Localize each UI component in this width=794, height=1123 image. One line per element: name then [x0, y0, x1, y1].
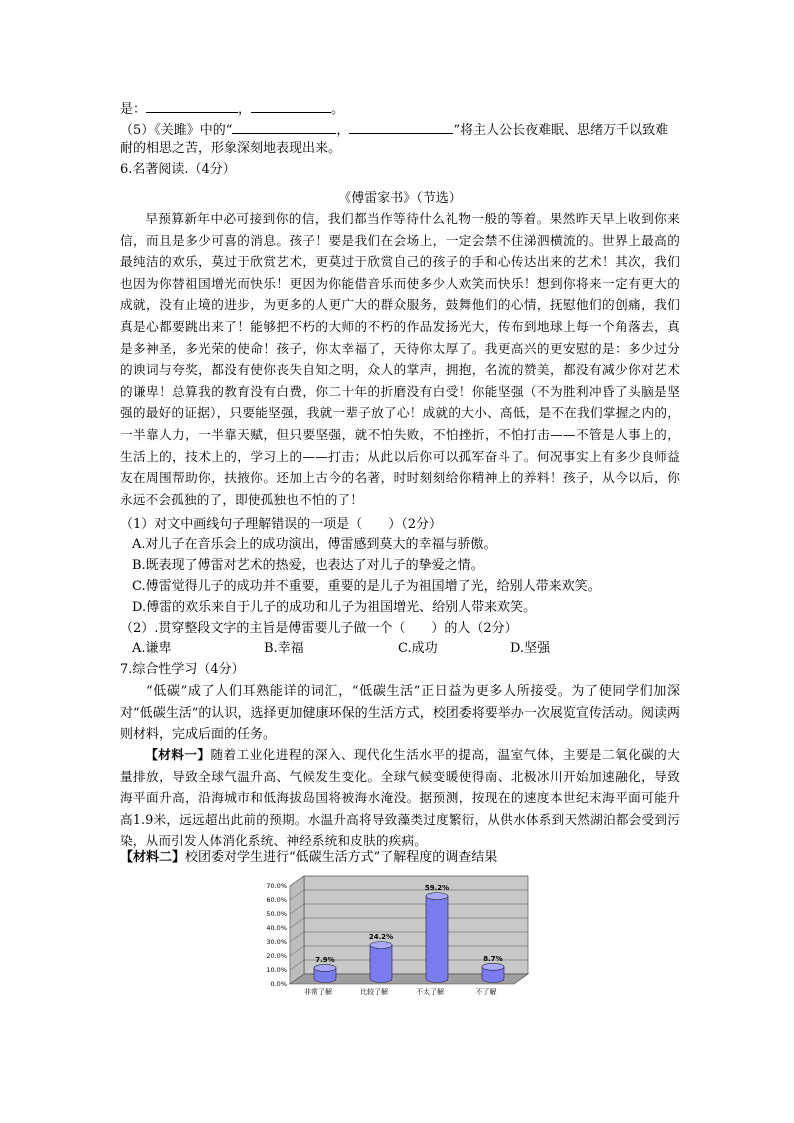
y-tick-label: 20.0% [266, 952, 287, 960]
q5-line-2: 耐的相思之苦，形象深刻地表现出来。 [120, 141, 342, 156]
bar-3 [426, 896, 448, 982]
data-label: 7.9% [315, 955, 335, 964]
option-b[interactable]: B.幸福 [264, 641, 304, 656]
answer-blank[interactable] [251, 98, 331, 113]
answer-blank[interactable] [232, 119, 336, 134]
question-5 [120, 119, 680, 141]
material-1-label: 【材料一】 [145, 747, 211, 762]
x-category-label: 比较了解 [360, 988, 388, 996]
x-category-label: 不了解 [475, 988, 497, 996]
passage-text: 早预算新年中必可接到你的信，我们都当作等待什么礼物一般的等着。果然昨天早上收到你来信，而且是多少可喜的消息。孩子！要是我们在会场上，一定会禁不住涕泗横流的。世界上最高的最纯洁的欢乐，莫过于欣赏艺术，更莫过于欣赏自己的孩子的手和心传达出来的艺术！其次，我们也因为你替祖国增光而快乐！更因为你能借音乐而使多少人欢笑而快乐！想到你将来一定有更大的成就，没有止境的进步，为更多的人更广大的群众服务，鼓舞他们的心情，抚慰他们的创痛，我们真是心都要跳出来了！能够把不朽的大师的不朽的作品发扬光大，传布到地球上每一个角落去，真是多神圣，多光荣的使命！孩子，你太幸福了，天待你太厚了。我更高兴的更安慰的是：多少过分的谀词与夸奖，都没有使你丧失自知之明，众人的掌声，拥抱，名流的赞美，都没有减少你对艺术的谦卑！总算我的教育没有白费，你二十年的折磨没有白受！你能坚强（不为胜利冲昏了头脑是坚强的最好的证据），只要能坚强，我就一辈子放了心！成就的大小、高低，是不在我们掌握之内的，一半靠人力，一半靠天赋，但只要坚强，就不怕失败，不怕挫折，不怕打击——不管是人事上的，生活上的，技术上的，学习上的——打击；从此以后你可以孤军奋斗了。何况事实上有多少良师益友在周围帮助你，扶掖你。还加上古今的名著，时时刻刻给你精神上的养料！孩子，从今以后，你永远不会孤独的了，即使孤独也不怕的了！ [120, 211, 680, 507]
y-tick-label: 10.0% [266, 966, 287, 974]
y-tick-label: 50.0% [266, 910, 287, 918]
data-label: 59.2% [424, 884, 450, 893]
material-2-text: 校团委对学生进行“低碳生活方式”了解程度的调查结果 [185, 850, 498, 865]
option-c[interactable]: C.傅雷觉得儿子的成功并不重要，重要的是儿子为祖国增了光，给别人带来欢笑。 [132, 579, 601, 594]
material-1-text: 随着工业化进程的深入、现代化生活水平的提高，温室气体，主要是二氧化碳的大量排放，导致全球气温升高、气候发生变化。全球气候变暖使得南、北极冰川开始加速融化，导致海平面升高，沿海城市和低海拔岛国将被海水淹没。据预测，按现在的速度本世纪末海平面可能升高1.9米，远远超出此前的预期。水温升高将导致藻类过度繁衍，从供水体系到天然湖泊都会受到污染，从而引发人体消化系统、神经系统和皮肤的疾病。 [120, 747, 680, 849]
q6-sub1: （1）对文中画线句子理解错误的一项是（ ）（2分） [120, 517, 443, 532]
y-tick-label: 70.0% [266, 882, 287, 890]
q5-suffix: ”将主人公长夜难眠、思绪万千以致难 [453, 123, 669, 138]
q7-heading: 7.综合性学习（4分） [120, 662, 245, 677]
period: 。 [331, 102, 345, 117]
x-category-label: 不太了解 [416, 988, 444, 996]
chart-side-wall [290, 876, 304, 984]
bar-top-1 [314, 964, 336, 971]
fill-in-line-top [120, 98, 680, 120]
option-b[interactable]: B.既表现了傅雷对艺术的热爱，也表达了对儿子的挚爱之情。 [132, 558, 484, 573]
y-tick-label: 40.0% [266, 924, 287, 932]
answer-blank[interactable] [146, 98, 238, 113]
separator: ， [238, 102, 252, 117]
answer-blank[interactable] [349, 119, 453, 134]
x-category-label: 非常了解 [304, 988, 332, 996]
survey-bar-chart [250, 870, 540, 1010]
option-d[interactable]: D.傅雷的欢乐来自于儿子的成功和儿子为祖国增光、给别人带来欢笑。 [132, 600, 537, 615]
data-label: 24.2% [368, 933, 394, 942]
q7-intro: “低碳”成了人们耳熟能详的词汇，“低碳生活”正日益为更多人所接受。为了使同学们加深对“低碳生活”的认识，选择更加健康环保的生活方式，校团委将要举办一次展览宣传活动。阅读两则材料，完成后面的任务。 [120, 684, 680, 742]
option-d[interactable]: D.坚强 [510, 641, 551, 656]
y-tick-label: 60.0% [266, 896, 287, 904]
bar-top-3 [426, 893, 448, 900]
separator: ， [336, 123, 350, 138]
option-a[interactable]: A.对儿子在音乐会上的成功演出，傅雷感到莫大的幸福与骄傲。 [132, 537, 497, 552]
material-2-label: 【材料二】 [120, 850, 186, 865]
y-tick-label: 0.0% [270, 980, 287, 988]
passage-title: 《傅雷家书》（节选） [338, 191, 462, 206]
q6-sub2: （2）.贯穿整段文字的主旨是傅雷要儿子做一个（ ）的人（2分） [120, 621, 518, 636]
bar-2 [370, 945, 392, 982]
q6-heading: 6.名著阅读.（4分） [120, 162, 236, 177]
bar-top-4 [482, 963, 504, 970]
option-c[interactable]: C.成功 [398, 641, 438, 656]
bar-top-2 [370, 942, 392, 949]
material-1 [120, 744, 680, 852]
material-2 [120, 848, 680, 868]
data-label: 8.7% [483, 954, 503, 963]
q5-prefix: （5）《关雎》中的“ [120, 123, 233, 138]
fill-in-prefix: 是： [120, 102, 147, 117]
option-a[interactable]: A.谦卑 [132, 641, 172, 656]
y-tick-label: 30.0% [266, 938, 287, 946]
